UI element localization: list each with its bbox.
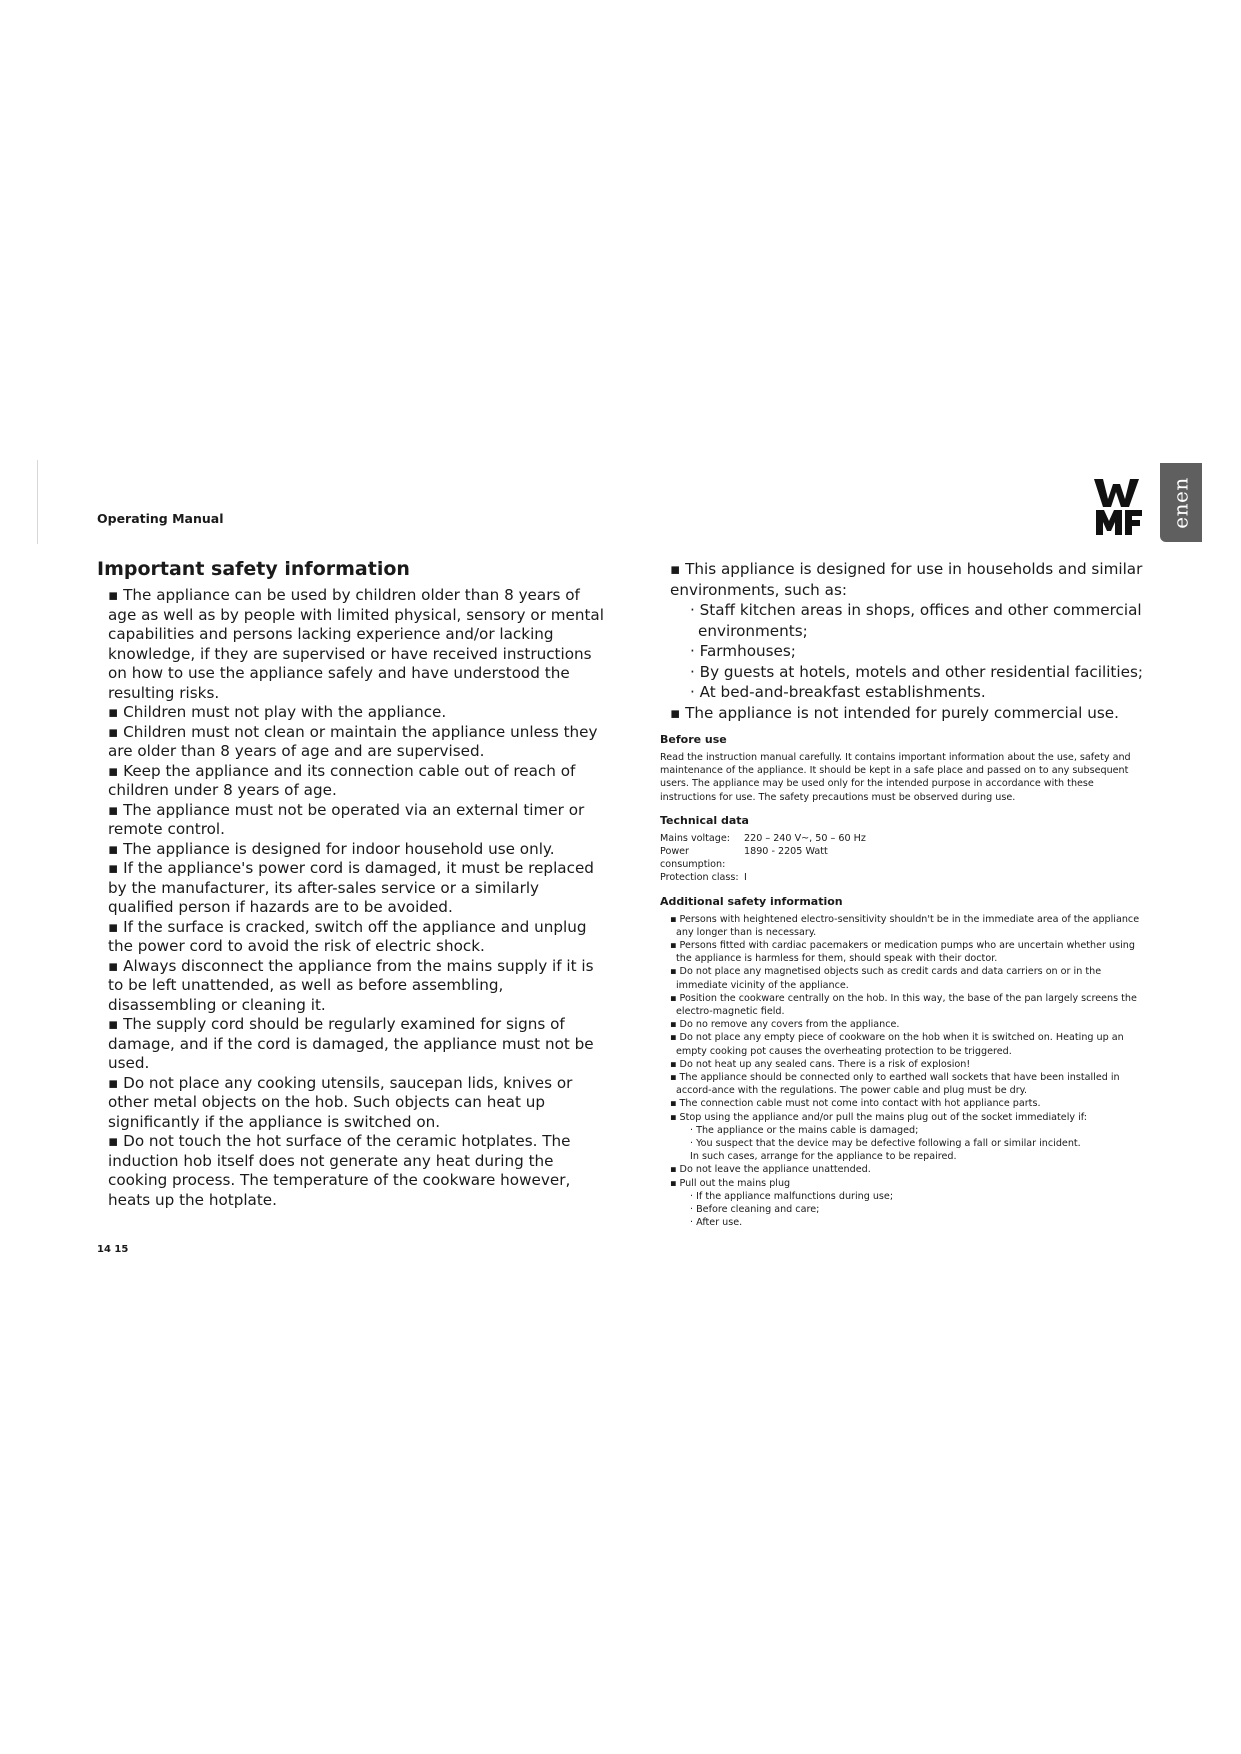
safety-item: ▪ If the appliance's power cord is damaged, it must be replaced by the manufacturer, its after-sales service or a similarly qualified person if hazards are to be avoided. (108, 859, 594, 916)
additional-item: ▪ The appliance should be connected only to earthed wall sockets that have been installed in accord-ance with the regulations. The power cable and plug must be dry. (670, 1072, 1120, 1097)
page-edge-rule (37, 460, 38, 544)
spec-label: Mains voltage: (660, 832, 731, 844)
spec-value: 1890 - 2205 Watt (744, 846, 828, 858)
spec-value: I (744, 872, 747, 884)
safety-item: ▪ Children must not play with the appliance. (108, 703, 447, 721)
left-column (97, 558, 607, 1210)
additional-item: ▪ Position the cookware centrally on the hob. In this way, the base of the pan largely screens the electro-magnetic field. (670, 992, 1137, 1018)
safety-item: ▪ If the surface is cracked, switch off the appliance and unplug the power cord to avoid the risk of electric shock. (108, 917, 587, 955)
language-tab-label: enen (1169, 476, 1193, 529)
additional-item: ▪ Do not place any magnetised objects such as credit cards and data carriers on or in the immediate vicinity of the appliance. (670, 966, 1102, 991)
additional-item: ▪ The connection cable must not come into contact with hot appliance parts. (670, 1098, 1041, 1110)
safety-item: ▪ The appliance is designed for indoor household use only. (108, 839, 555, 858)
technical-data-heading: Technical data (660, 813, 749, 827)
safety-item: ▪ The supply cord should be regularly examined for signs of damage, and if the cord is damaged, the appliance must not be used. (108, 1015, 594, 1072)
safety-item: ▪ Do not place any cooking utensils, saucepan lids, knives or other metal objects on the hob. Such objects can heat up significantly if the appliance is switched on. (108, 1073, 573, 1131)
additional-item: ▪ Do not heat up any sealed cans. There is a risk of explosion! (670, 1058, 971, 1070)
spec-label: Protection class: (660, 872, 739, 884)
page-numbers: 14 15 (97, 1244, 129, 1255)
household-item: · At bed-and-breakfast establishments. (690, 683, 986, 701)
household-item: · Farmhouses; (690, 642, 796, 660)
safety-item: ▪ The appliance can be used by children older than 8 years of age as well as by people with limited physical, sensory or mental capabilities and persons lacking experience and/or lacking knowledge, if they are supervised or have received instructions on how to use the appliance safely and have understood the resulting risks. (108, 586, 604, 702)
safety-list (97, 586, 607, 1210)
additional-item: ▪ Persons fitted with cardiac pacemakers or medication pumps who are uncertain whether using the appliance is harmless for them, should speak with their doctor. (670, 940, 1135, 965)
spec-row (660, 845, 1150, 871)
safety-item: ▪ The appliance must not be operated via an external timer or remote control. (108, 800, 585, 838)
household-intro: ▪ This appliance is designed for use in households and similar environments, such as: (670, 560, 1143, 599)
household-item: · Staff kitchen areas in shops, offices and other commercial environments; (690, 601, 1142, 640)
plug-item: · After use. (690, 1217, 743, 1229)
before-use-text: Read the instruction manual carefully. It contains important information about the use, safety and maintenance of the appliance. It should be kept in a safe place and passed on to any subsequent users. The appliance may be used only for the intended purpose in accordance with these instructions for use. The safety precautions must be observed during use. (660, 752, 1131, 803)
additional-item: ▪ Pull out the mains plug (670, 1177, 791, 1189)
additional-safety-heading: Additional safety information (660, 894, 843, 908)
additional-item: ▪ Do no remove any covers from the appliance. (670, 1019, 900, 1031)
language-tab[interactable] (1160, 463, 1202, 542)
safety-item: ▪ Always disconnect the appliance from the mains supply if it is to be left unattended, as well as before assembling, disassembling or cleaning it. (108, 956, 594, 1014)
additional-item: ▪ Persons with heightened electro-sensitivity shouldn't be in the immediate area of the appliance any longer than is necessary. (670, 913, 1140, 938)
repair-note: In such cases, arrange for the appliance to be repaired. (690, 1151, 957, 1163)
safety-item: ▪ Do not touch the hot surface of the ceramic hotplates. The induction hob itself does not generate any heat during the cooking process. The temperature of the cookware however, heats up the hotplate. (108, 1132, 571, 1209)
stop-item: · You suspect that the device may be defective following a fall or similar incident. (690, 1138, 1081, 1150)
page-title: Important safety information (97, 558, 410, 580)
additional-item: ▪ Do not leave the appliance unattended. (670, 1164, 871, 1176)
spec-row (660, 832, 1150, 845)
additional-item: ▪ Do not place any empty piece of cookware on the hob when it is switched on. Heating up an empty cooking pot causes the overheating protection to be triggered. (670, 1032, 1124, 1057)
stop-item: · The appliance or the mains cable is damaged; (690, 1124, 919, 1136)
right-column (660, 559, 1150, 1230)
additional-item: ▪ Stop using the appliance and/or pull the mains plug out of the socket immediately if: (670, 1111, 1088, 1123)
plug-item: · Before cleaning and care; (690, 1204, 820, 1216)
wmf-logo (1094, 479, 1144, 535)
safety-item: ▪ Keep the appliance and its connection cable out of reach of children under 8 years of age. (108, 761, 576, 799)
commercial-note: ▪ The appliance is not intended for purely commercial use. (670, 703, 1119, 722)
before-use-heading: Before use (660, 733, 727, 746)
spec-value: 220 – 240 V~, 50 – 60 Hz (744, 832, 866, 844)
safety-item: ▪ Children must not clean or maintain the appliance unless they are older than 8 years of age and are supervised. (108, 722, 598, 760)
spec-row (660, 871, 1150, 884)
manual-label: Operating Manual (97, 511, 224, 526)
plug-item: · If the appliance malfunctions during use; (690, 1190, 894, 1202)
spec-label: Power consumption: (660, 846, 726, 871)
household-item: · By guests at hotels, motels and other residential facilities; (690, 662, 1143, 681)
